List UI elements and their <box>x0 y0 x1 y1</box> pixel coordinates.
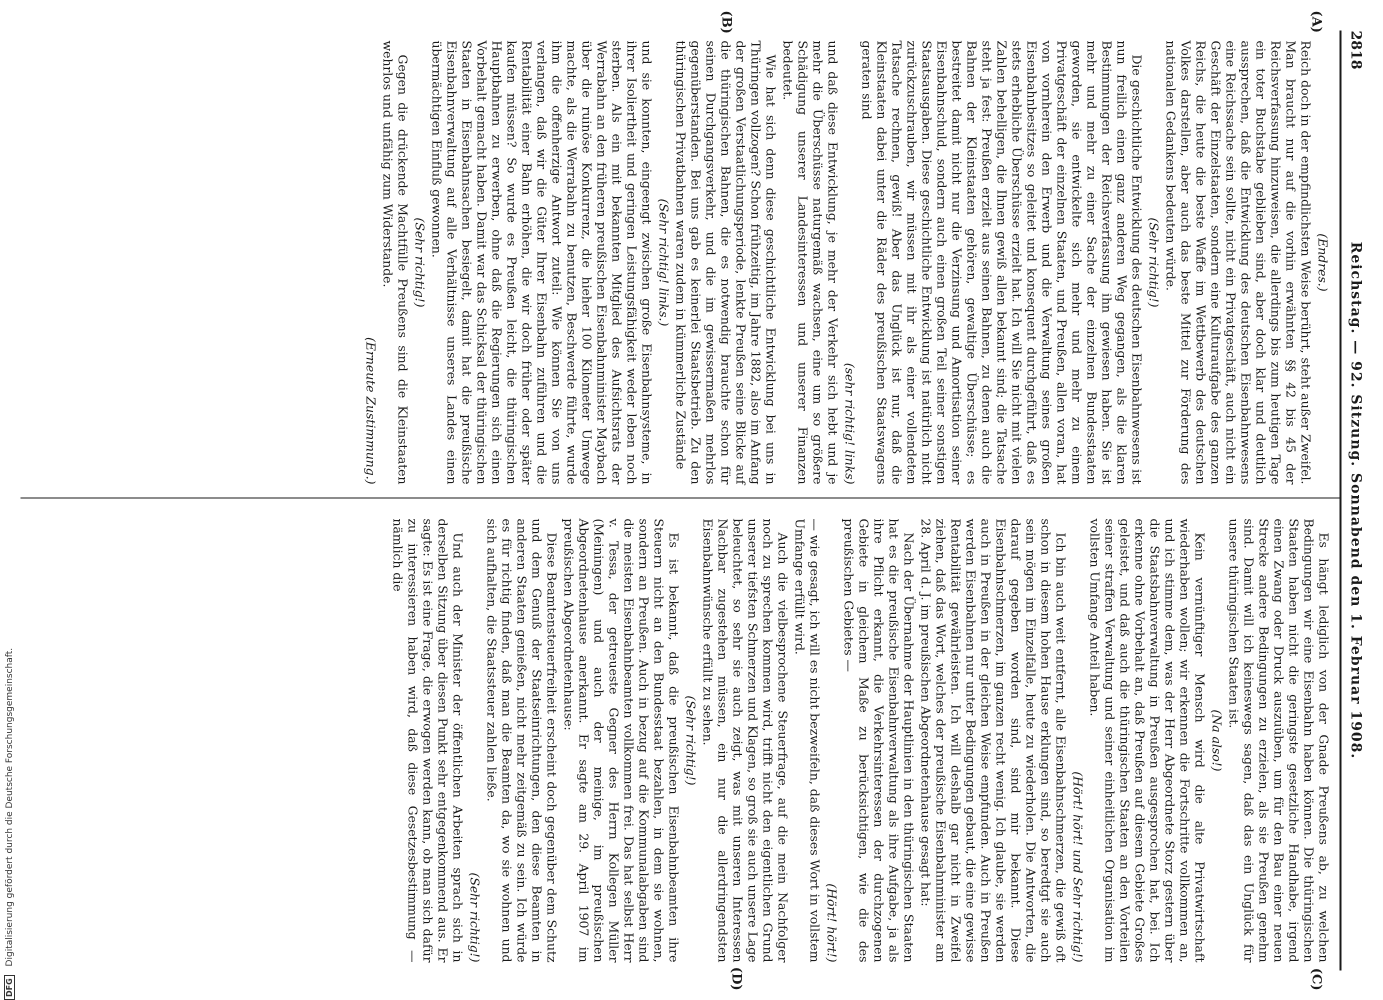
interjection: (Sehr richtig!) <box>467 872 482 962</box>
paragraph: Nach der Übernahme der Hauptlinien in den thüringischen Staaten hat es die preußische Eisenbahnverwaltung als ihre Aufgabe, ja als ihre Pflicht erkannt, die Verkehrsinteressen der durchzogenen Gebiete in gleichem Maße zu berücksichtigen, wie die des preußischen Gebietes — <box>841 518 916 962</box>
paragraph: Wie hat sich denn diese geschichtliche Entwicklung bei uns in Thüringen vollzogen? Schon frühzeitig, im Jahre 1882, also im Anfang der großen Verstaatlichungsperiode, lenkte Preußen seine Blicke auf die thüringischen Bahnen, die es notwendig brauchte schon für seinen Durchgangsverkehr, und die im gewissermaßen mehrlos gegenüberstanden. Bei uns gab es keinerlei Staatsbetrieb. Zu den thüringischen Privatbahnen waren zudem in kümmerliche Zustände <box>673 40 778 484</box>
digitization-credit <box>4 648 15 1000</box>
paragraph: Und auch der Minister der öffentlichen Arbeiten sprach sich in derselben Sitzung über diesen Punkt sehr entgegenkommend aus. Er sagte: Es ist eine Frage, die erwogen werden kann, ob man sich dafür zu interessieren haben wird, daß diese Gesetzesbestimmung — nämlich die <box>390 518 465 962</box>
speaker-name: (Endres.) <box>1315 232 1330 292</box>
paragraph: Ich bin auch weit entfernt, alle Eisenbahnschmerzen, die gewiß oft schon in diesem hohen Hause erklungen sind, so beredtgt sie auch sein mögen im Einzelfalle, heute zu wiederholen. Die Antworten, die darauf gegeben worden sind, sind mir bekannt. Diese Eisenbahnschmerzen, im ganzen recht wenig. Ich glaube, sie werden auch in Preußen in der gleichen Weise empfunden. Auch in Preußen werden Eisenbahnen nur unter Bedingungen gebaut, die eine gewisse Rentabilität gewährleisten. Ich will deshalb gar nicht in Zweifel ziehen, daß das Wort, welches der preußische Eisenbahnminister am 28. April d. J. im preußischen Abgeordnetenhause gesagt hat: <box>918 518 1068 962</box>
paragraph: — wie gesagt, ich will es nicht bezweifeln, daß dieses Wort in vollstem Umfange erfüllt wird. <box>792 518 822 962</box>
right-column <box>388 518 1331 962</box>
paragraph: Es ist bekannt, daß die preußischen Eisenbahnbeamten ihre Steuern nicht an den Bundesstaat bezahlen, in dem sie wohnen, sondern an Preußen. Auch in bezug auf die Kommunalabgaben sind die meisten Eisenbahnbeamten vollkommen frei. Das hat selbst Herr v. Tessa, der getreueste Gegner des Herrn Kollegen Müller (Meiningen) und auch der meinige, im preußischen Abgeordnetenhause anerkannt. Er sagte am 29. April 1907 im preußischen Abgeordnetenhause: <box>561 518 681 962</box>
interjection: (Sehr richtig!) <box>683 695 698 785</box>
interjection: (Na also!) <box>1209 709 1224 771</box>
paragraph: und sie konnten, eingeengt zwischen große Eisenbahnsysteme, in ihrer Isoliertheit und geringen Leistungsfähigkeit weder leben noch sterben. Als ein mit bekannten Mitglied des Aufsichtsrats der Werrabahn an den früheren preußischen Eisenbahnminister Maybach über die ruinöse Konkurrenz, die hieher 100 Kilometer Umwege machte, als die Werrabahn zu benutzen, Beschwerde führte, wurde ihm die offenherzige Antwort zuteil: Wie können Sie von uns verlangen, daß wir die Güter Ihrer Eisenbahn zuführen und die Rentabilität einer Bahn erhöhen, die wir doch früher oder später kaufen müssen? So wurde es Preußen leicht, die thüringischen Hauptbahnen zu erwerben, ohne daß die Regierungen sich einen Vorbehalt gemacht haben. Damit war das Schicksal der thüringischen Staaten in Eisenbahnsachen besiegelt, damit hat die preußische Eisenbahnverwaltung auf alle Verhältnisse unseres Landes einen übermächtigen Einfluß gewonnen. <box>429 40 654 484</box>
page-number: 2818 <box>1347 30 1363 69</box>
interjection: (Sehr richtig!) <box>1146 217 1161 307</box>
left-column <box>361 40 1331 484</box>
paragraph: Auch die vielbesprochene Steuerfrage, auf die mein Nachfolger noch zu sprechen kommen wird, trifft nicht den eigentlichen Grund unserer tiefsten Schmerzen und Klagen, so groß sie auch unsere Lage beleuchtet, so sehr sie auch zeigt, was mit unseren Interessen Nachbar zugestehen müssen, ein nur die allerdringendsten Eisenbahnwünsche erfüllt zu sehen. <box>700 518 790 962</box>
credit-text: Digitalisierung gefördert durch die Deutsche Forschungsgemeinschaft. <box>5 647 15 967</box>
margin-marker-d: (D) <box>728 966 743 990</box>
paragraph: Es hängt lediglich von der Gnade Preußens ab, zu welchen Bedingungen wir eine Eisenbahn haben können. Die thüringischen Staaten haben nicht die geringste gesetzliche Handhabe, irgend einen Zwang oder Druck auszuüben, um für den Bau einer neuen Strecke andere Bedingungen zu erzielen, als sie Preußen genehm sind. Damit will ich keineswegs sagen, daß das ein Unglück für unsere thüringischen Staaten ist. <box>1226 518 1331 962</box>
paragraph: Gegen die drückende Machtfülle Preußens sind die Kleinstaaten wehrlos und unfähig zum Widerstande. <box>380 40 410 484</box>
page-header <box>1339 30 1363 970</box>
interjection: (Hört! hört! und Sehr richtig!) <box>1070 770 1085 962</box>
interjection: (sehr richtig! links) <box>842 362 857 484</box>
margin-marker-c: (C) <box>1308 967 1323 990</box>
interjection: (Sehr richtig! links.) <box>656 198 671 326</box>
paragraph: Diese Beamtensteuerfreiheit erscheint doch gegenüber dem Schutz und dem Genuß der Staatseinrichtungen, den diese Beamten in anderen Staaten genießen, nicht mehr zeitgemäß zu sein. Ich würde es für richtig finden, daß man die Beamten da, wo sie wohnen und sich aufhalten, die Staatssteuer zahlen ließe. <box>484 518 559 962</box>
paragraph: Die geschichtliche Entwicklung des deutschen Eisenbahnwesens ist nun freilich einen ganz anderen Weg gegangen, als die klaren Bestimmungen der Reichsverfassung ihn gewiesen haben. Sie ist mehr und mehr zu einer Sache der einzelnen Bundesstaaten geworden, sie entwickelte sich mehr und mehr zu einem Privatgeschäft der einzelnen Staaten, und Preußen, allen voran, hat von vornherein den Erwerb und die Verwaltung seines großen Eisenbahnbesitzes so geleitet und konsequent durchgeführt, daß es stets erhebliche Überschüsse erzielt hat. Ich will Sie nicht mit vielen Zahlen behelligen, die Ihnen gewiß allen bekannt sind; die Tatsache steht ja fest: Preußen erzielt aus seinen Bahnen, zu denen auch die Bahnen der Kleinstaaten gehören, gewaltige Überschüsse; es bestreitet damit nicht nur die Verzinsung und Amortisation seiner Eisenbahnschuld, sondern auch einen großen Teil seiner sonstigen Staatsausgaben. Diese geschichtliche Entwicklung ist natürlich nicht zurückzuschrauben, wir müssen mit ihr als einer vollendeten Tatsache rechnen, gewiß! Aber das Unglück ist nur, daß die Kleinstaaten dabei unter die Räder des preußischen Staatswagens geraten sind <box>859 40 1144 484</box>
paragraph: und daß diese Entwicklung, je mehr der Verkehr sich hebt und je mehr die Überschüsse naturgemäß wachsen, eine um so größere Schädigung unserer Landesinteressen und unserer Finanzen bedeutet. <box>780 40 840 484</box>
interjection: (Sehr richtig!) <box>412 217 427 307</box>
margin-marker-b: (B) <box>718 10 733 34</box>
interjection: (Hört! hört!) <box>824 882 839 962</box>
column-divider <box>20 497 1339 498</box>
paragraph: Kein vernünftiger Mensch wird die alte Privatwirtschaft wiederhaben wollen; wir erkennen die Fortschritte vollkommen an, und ich stimme dem, was der Herr Abgeordnete Storz gestern über die Staatsbahnverwaltung in Preußen ausgesprochen hat, bei. Ich erkenne ohne Vorbehalt an, daß Preußen auf diesem Gebiete Großes geleistet, und daß auch die thüringischen Staaten an den Vorteilen seiner straffen Verwaltung und seiner einheitlichen Organisation im vollsten Umfange Anteil haben. <box>1087 518 1207 962</box>
dfg-logo: DFG <box>4 975 15 1000</box>
page-title: Reichstag. — 92. Sitzung. Sonnabend den 1. Februar 1908. <box>1347 241 1363 759</box>
paragraph: Reich doch in der empfindlichsten Weise berührt, steht außer Zweifel. Man braucht nur auf die vorhin erwähnten §§ 42 bis 45 der Reichsverfassung hinzuweisen, die allerdings bis zum heutigen Tage ein toter Buchstabe geblieben sind, aber doch klar und deutlich aussprechen, daß die Entwicklung des deutschen Eisenbahnwesens eine Reichssache sein sollte, nicht ein Privatgeschäft, auch nicht ein Geschäft der Einzelstaaten, sondern eine Kulturaufgabe des ganzen Reichs, die heute die beste Waffe im Wettbewerb des deutschen Volkes darstellen, aber auch das beste Mittel zur Förderung des nationalen Gedankens bedeuten würde. <box>1163 40 1313 484</box>
margin-marker-a: (A) <box>1308 10 1323 33</box>
interjection: (Erneute Zustimmung.) <box>363 336 378 484</box>
